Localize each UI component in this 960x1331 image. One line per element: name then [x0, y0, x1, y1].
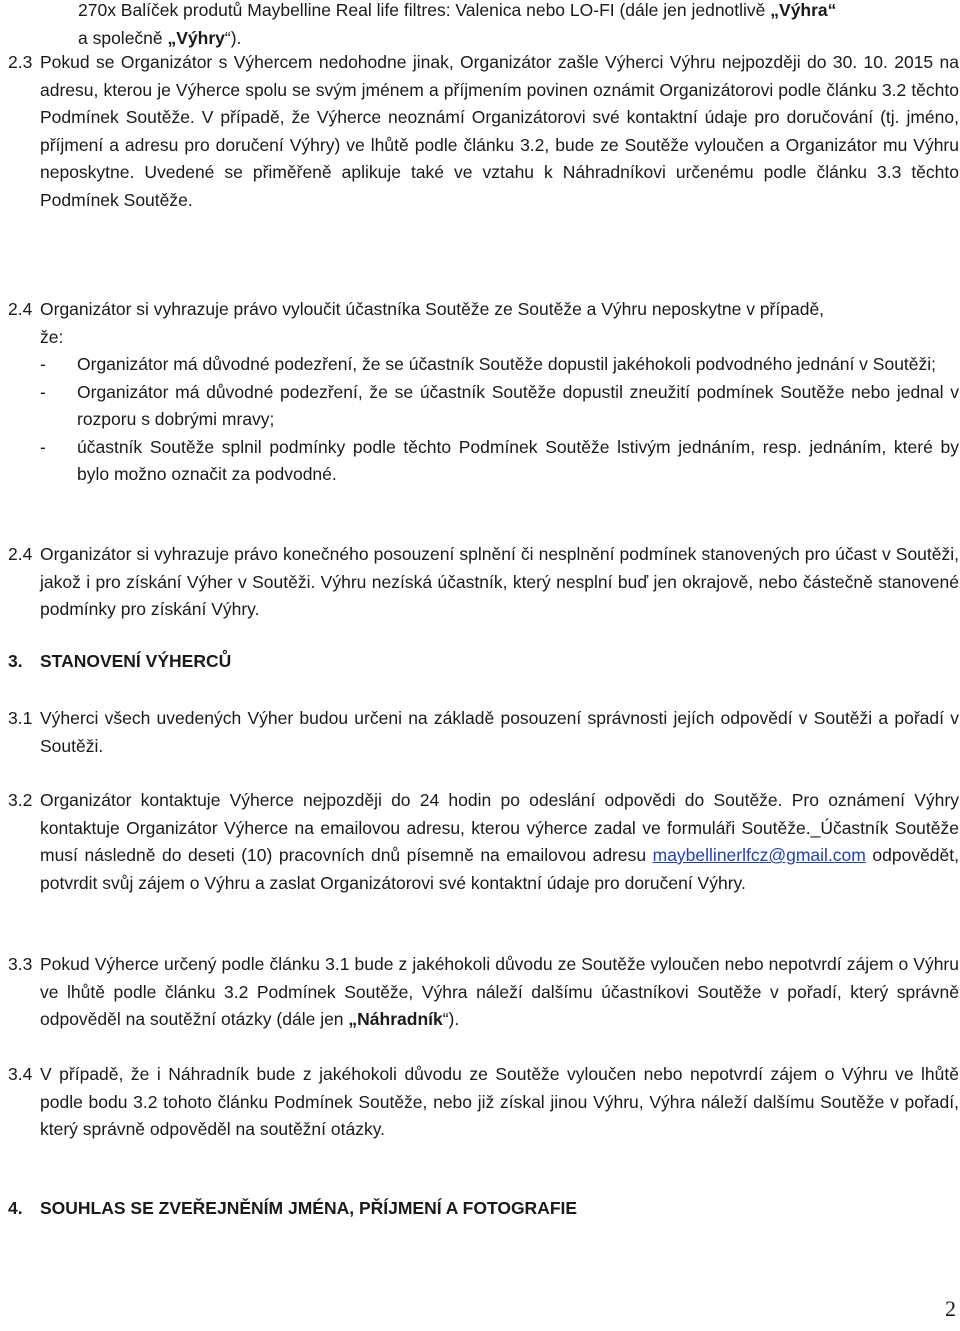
list-item — [40, 434, 959, 489]
section-3-4 — [8, 1061, 959, 1144]
list-item-text: Organizátor má důvodné podezření, že se účastník Soutěže dopustil zneužití podmínek Soutěže nebo jednal v rozporu s dobrými mravy; — [77, 381, 959, 429]
list-dash: - — [40, 381, 46, 402]
section-text: Výherci všech uvedených Výher budou určeni na základě posouzení správnosti jejích odpovědí v Soutěži a pořadí v Soutěži. — [40, 708, 959, 756]
prize-bold-term: „Výhra“ — [770, 0, 837, 20]
section-number: 3.3 — [8, 954, 33, 974]
section-3-2 — [8, 787, 959, 897]
section-3-3 — [8, 951, 959, 1034]
list-item — [40, 379, 959, 434]
prize-text-end: “). — [224, 27, 242, 48]
section-number: 3.4 — [8, 1064, 33, 1084]
section-number: 2.4 — [8, 299, 33, 319]
heading-section-3 — [8, 651, 231, 672]
section-number: 2.3 — [8, 52, 33, 72]
list-dash: - — [40, 354, 46, 374]
section-intro: Organizátor si vyhrazuje právo vyloučit účastníka Soutěže ze Soutěže a Výhru neposkytne v případě, že: — [40, 299, 825, 347]
heading-number: 4. — [8, 1198, 23, 1218]
section-number: 3.2 — [8, 790, 33, 810]
page-number: 2 — [945, 1296, 956, 1321]
section-text: Pokud se Organizátor s Výhercem nedohodne jinak, Organizátor zašle Výherci Výhru nejpozději do 30. 10. 2015 na adresu, kterou je Výherce spolu se svým jménem a příjmením povinen oznámit Organizátorovi podle článku 3.2 těchto Podmínek Soutěže. V případě, že Výherce neoznámí Organizátorovi své kontaktní údaje pro doručování (tj. jméno, příjmení a adresu pro doručení Výhry) ve lhůtě podle článku 3.2, bude ze Soutěže vyloučen a Organizátor mu Výhru neposkytne. Uvedené se přiměřeně aplikuje také ve vztahu k Náhradníkovi určenému podle článku 3.3 těchto Podmínek Soutěže. — [40, 52, 959, 210]
substitute-bold-term: „Náhradník — [348, 1009, 443, 1029]
section-2-3 — [8, 49, 959, 214]
email-link[interactable]: maybellinerlfcz@gmail.com — [652, 845, 866, 865]
section-number: 3.1 — [8, 708, 33, 728]
prize-text-line2: a společně — [78, 27, 168, 48]
section-3-1 — [8, 705, 959, 760]
list-item-text: účastník Soutěže splnil podmínky podle těchto Podmínek Soutěže lstivým jednáním, resp. jednáním, které by bylo možno označit za podvodné. — [77, 436, 959, 484]
section-text: Organizátor kontaktuje Výherce nejpozději do 24 hodin po odeslání odpovědi do Soutěže. Pro oznámení Výhry kontaktuje Organizátor Výherce na emailovou adresu, kterou výherce zadal ve formuláři Soutěže._Účastník Soutěže musí následně do deseti (10) pracovních dnů písemně na emailovou adresu maybellinerlfcz@gmail.com odpovědět, potvrdit svůj zájem o Výhru a zaslat Organizátorovi své kontaktní údaje pro doručení Výhry. — [40, 790, 959, 893]
section-number: 2.4 — [8, 544, 33, 564]
heading-title: SOUHLAS SE ZVEŘEJNĚNÍM JMÉNA, PŘÍJMENÍ A FOTOGRAFIE — [40, 1198, 578, 1218]
list-item-text: Organizátor má důvodné podezření, že se účastník Soutěže dopustil jakéhokoli podvodného jednání v Soutěži; — [77, 354, 937, 374]
section-text: V případě, že i Náhradník bude z jakéhokoli důvodu ze Soutěže vyloučen nebo nepotvrdí zájem o Výhru ve lhůtě podle bodu 3.2 tohoto článku Podmínek Soutěže, nebo již získal jinou Výhru, Výhra náleží dalšímu Soutěže v pořadí, který správně odpověděl na soutěžní otázky. — [40, 1064, 959, 1139]
prizes-bold-term: „Výhry — [167, 27, 225, 48]
section-text: Pokud Výherce určený podle článku 3.1 bude z jakéhokoli důvodu ze Soutěže vyloučen nebo nepotvrdí zájem o Výhru ve lhůtě podle článku 3.2 Podmínek Soutěže, Výhra náleží dalšímu účastníkovi Soutěže v pořadí, který správně odpověděl na soutěžní otázky (dále jen „Náhradník“). — [40, 954, 959, 1029]
heading-section-4 — [8, 1198, 577, 1219]
heading-number: 3. — [8, 651, 23, 671]
section-2-4-exclusion — [8, 296, 959, 489]
heading-title: STANOVENÍ VÝHERCŮ — [40, 651, 232, 671]
prize-continuation-paragraph — [78, 0, 958, 52]
list-dash: - — [40, 436, 46, 457]
section-text: Organizátor si vyhrazuje právo konečného posouzení splnění či nesplnění podmínek stanovených pro účast v Soutěži, jakož i pro získání Výher v Soutěži. Výhru nezíská účastník, který nesplní buď jen okrajově, nebo částečně stanovené podmínky pro získání Výhry. — [40, 544, 959, 619]
prize-text-line1: 270x Balíček produtů Maybelline Real life filtres: Valenica nebo LO-FI (dále jen jednotlivě — [78, 0, 771, 20]
list-item — [40, 351, 959, 379]
section-2-4-evaluation — [8, 541, 959, 624]
